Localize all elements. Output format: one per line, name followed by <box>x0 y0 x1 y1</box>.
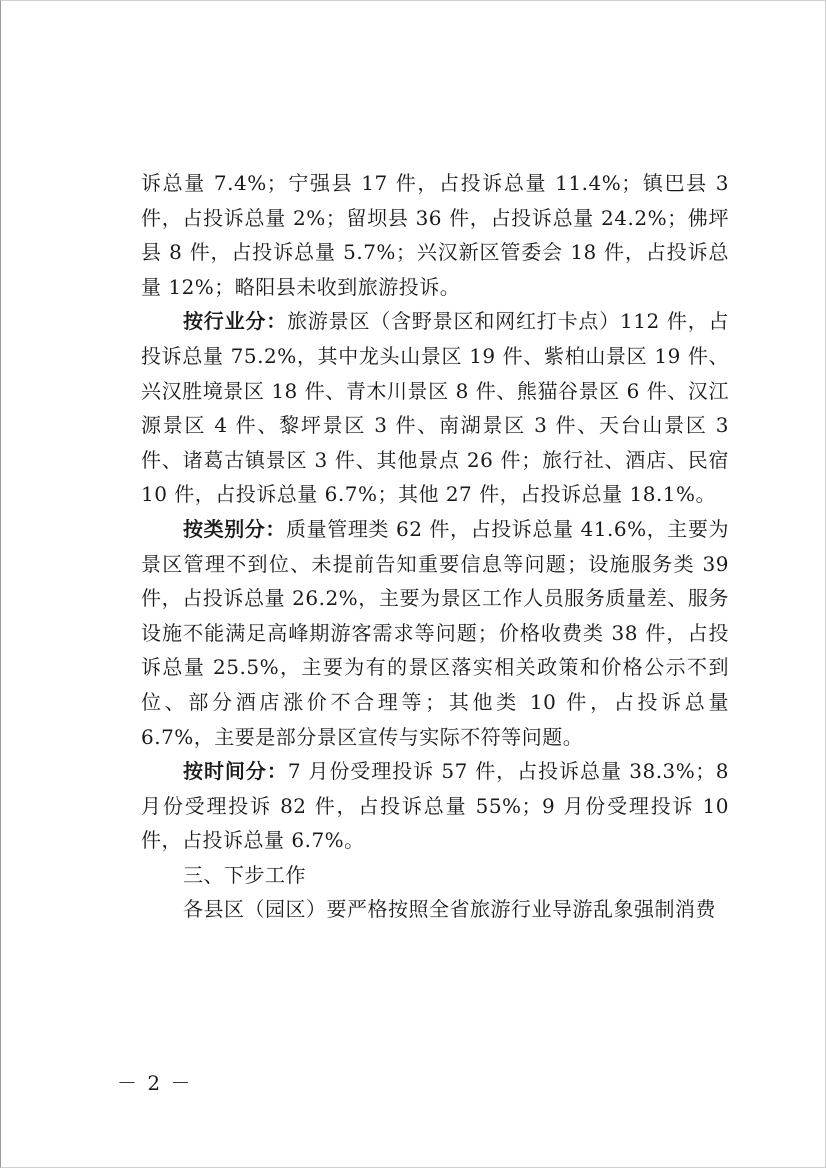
paragraph-lead: 按行业分： <box>183 309 288 334</box>
paragraph-county-breakdown <box>141 166 729 304</box>
page-number: － 2 － <box>117 1071 193 1095</box>
paragraph-text: 诉总量 7.4%；宁强县 17 件，占投诉总量 11.4%；镇巴县 3 件，占投诉总量 2%；留坝县 36 件，占投诉总量 24.2%；佛坪县 8 件，占投诉总量 5.7%；兴汉新区管委会 18 件，占投诉总量 12%；略阳县未收到旅游投诉。 <box>141 171 729 299</box>
paragraph-text: 旅游景区（含野景区和网红打卡点）112 件，占投诉总量 75.2%，其中龙头山景区 19 件、紫柏山景区 19 件、兴汉胜境景区 18 件、青木川景区 8 件、熊猫谷景区 6 件、汉江源景区 4 件、黎坪景区 3 件、南湖景区 3 件、天台山景区 3 件、诸葛古镇景区 3 件、其他景点 26 件；旅行社、酒店、民宿 10 件，占投诉总量 6.7%；其他 27 件，占投诉总量 18.1%。 <box>141 309 730 507</box>
paragraph-text: 各县区（园区）要严格按照全省旅游行业导游乱象强制消费 <box>183 897 716 922</box>
document-body <box>141 166 729 927</box>
paragraph-text: 7 月份受理投诉 57 件，占投诉总量 38.3%；8 月份受理投诉 82 件，占投诉总量 55%；9 月份受理投诉 10 件，占投诉总量 6.7%。 <box>141 759 729 853</box>
section-heading: 三、下步工作 <box>183 862 306 887</box>
paragraph-by-time <box>141 754 729 858</box>
paragraph-next-steps <box>141 892 729 927</box>
paragraph-by-category <box>141 512 729 754</box>
paragraph-by-industry <box>141 304 729 512</box>
paragraph-text: 质量管理类 62 件，占投诉总量 41.6%，主要为景区管理不到位、未提前告知重要信息等问题；设施服务类 39 件，占投诉总量 26.2%，主要为景区工作人员服务质量差、服务设施不能满足高峰期游客需求等问题；价格收费类 38 件，占投诉总量 25.5%，主要为有的景区落实相关政策和价格公示不到位、部分酒店涨价不合理等；其他类 10 件，占投诉总量 6.7%，主要是部分景区宣传与实际不符等问题。 <box>141 516 730 749</box>
paragraph-lead: 按时间分： <box>183 759 288 784</box>
paragraph-lead: 按类别分： <box>183 516 287 541</box>
